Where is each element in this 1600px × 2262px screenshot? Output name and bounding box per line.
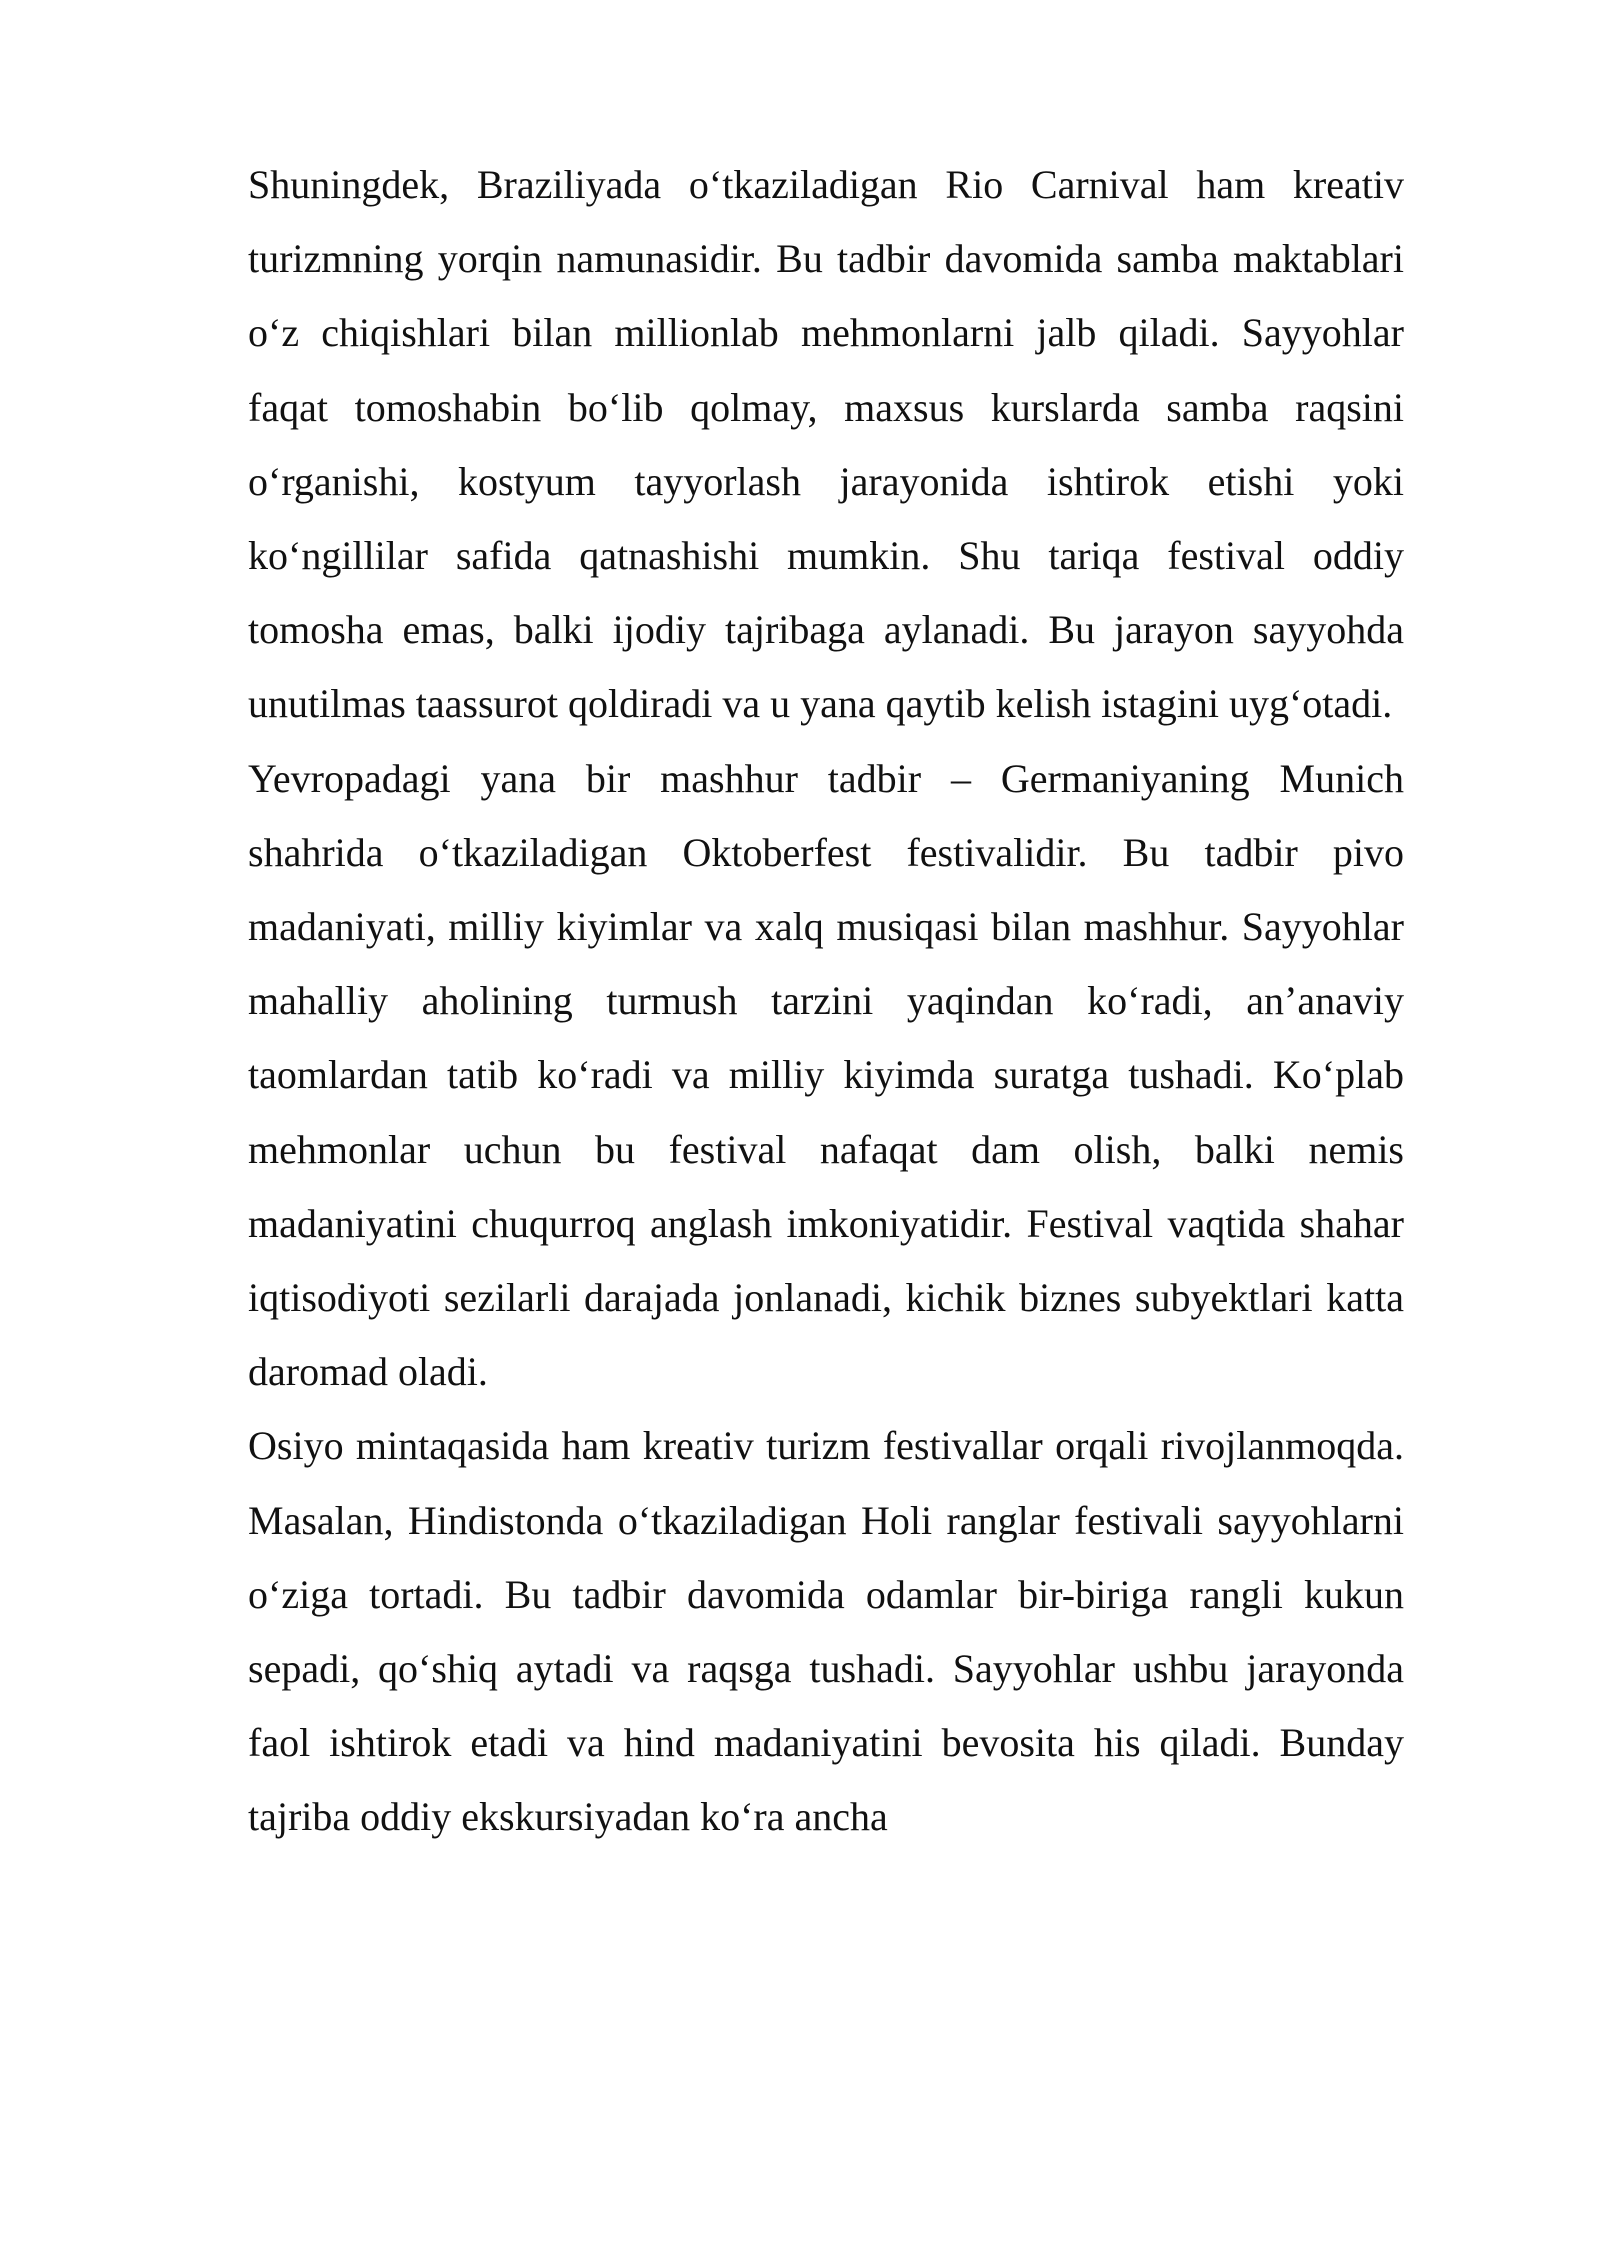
paragraph-oktoberfest: Yevropadagi yana bir mashhur tadbir – Germaniyaning Munich shahrida o‘tkaziladigan Oktoberfest festivalidir. Bu tadbir pivo madaniyati, milliy kiyimlar va xalq musiqasi bilan mashhur. Sayyohlar mahalliy aholining turmush tarzini yaqindan ko‘radi, an’anaviy taomlardan tatib ko‘radi va milliy kiyimda suratga tushadi. Ko‘plab mehmonlar uchun bu festival nafaqat dam olish, balki nemis madaniyatini chuqurroq anglash imkoniyatidir. Festival vaqtida shahar iqtisodiyoti sezilarli darajada jonlanadi, kichik biznes subyektlari katta daromad oladi. xyxy=(248,755,1404,1395)
document-body xyxy=(248,148,1404,1855)
paragraph-holi-festival: Osiyo mintaqasida ham kreativ turizm festivallar orqali rivojlanmoqda. Masalan, Hindistonda o‘tkaziladigan Holi ranglar festivali sayyohlarni o‘ziga tortadi. Bu tadbir davomida odamlar bir-biriga rangli kukun sepadi, qo‘shiq aytadi va raqsga tushadi. Sayyohlar ushbu jarayonda faol ishtirok etadi va hind madaniyatini bevosita his qiladi. Bunday tajriba oddiy ekskursiyadan ko‘ra ancha xyxy=(248,1423,1404,1840)
paragraph-rio-carnival: Shuningdek, Braziliyada o‘tkaziladigan Rio Carnival ham kreativ turizmning yorqin namunasidir. Bu tadbir davomida samba maktablari o‘z chiqishlari bilan millionlab mehmonlarni jalb qiladi. Sayyohlar faqat tomoshabin bo‘lib qolmay, maxsus kurslarda samba raqsini o‘rganishi, kostyum tayyorlash jarayonida ishtirok etishi yoki ko‘ngillilar safida qatnashishi mumkin. Shu tariqa festival oddiy tomosha emas, balki ijodiy tajribaga aylanadi. Bu jarayon sayyohda unutilmas taassurot qoldiradi va u yana qaytib kelish istagini uyg‘otadi. xyxy=(248,162,1404,727)
